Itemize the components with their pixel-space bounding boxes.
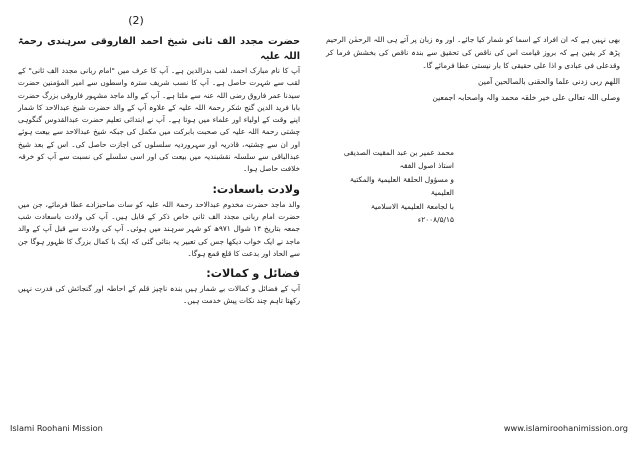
virtues-heading: فضائل و کمالات:: [206, 267, 300, 281]
biography-heading: حضرت مجدد الف ثانی شیخ احمد الفاروقی سرہندی رحمۃ اللہ علیہ: [18, 36, 300, 62]
right-column: [326, 34, 620, 104]
signature-role: و مسؤول الحلقۃ العلیمیۃ والمکتبۃ العلیمیۃ: [349, 174, 454, 198]
signature-block: [326, 146, 454, 226]
footer-organization: Islami Roohani Mission: [10, 423, 103, 433]
biography-paragraph: آپ کا نام مبارک احمد، لقب بدرالدین ہے۔ آپ کا عرف میں "امام ربانی مجدد الف ثانی" کے لقب سے شہرت حاصل ہے۔ آپ کا نسب شریف سترہ واسطوں سے امیر المؤمنین حضرت سیدنا عمر فاروق رضی اللہ عنہ سے ملتا ہے۔ آپ کے والد ماجد مشہور فاروقی بزرگ حضرت بابا فرید الدین گنج شکر رحمۃ اللہ علیہ کے علاوہ آپ کے والد حضرت شیخ عبدالاحد کا شمار اپنے وقت کے اولیاء اور علماء میں ہوتا ہے۔ آپ نے ابتدائی تعلیم حضرت عبدالقدوس گنگوہی چشتی رحمۃ اللہ علیہ کی صحبت بابرکت میں مکمل کی جبکہ شیخ عبدالاحد سے بیعت ہوئے اور ان سے چشتیہ، قادریہ اور سہروردیہ سلسلوں کی اجازت حاصل کی۔ اس کے بعد شیخ عبدالباقی سے سلسلہ نقشبندیہ میں بیعت کی اور اسی سلسلے کی نسبت سے آپ کو خرقہ خلافت حاصل ہوا۔: [18, 66, 300, 174]
page-number: (2): [128, 14, 144, 27]
footer-website-link[interactable]: www.islamiroohanimission.org: [503, 423, 628, 433]
virtues-paragraph: آپ کے فضائل و کمالات بے شمار ہیں بندہ ناچیز قلم کے احاطہ اور گنجائش کی قدرت نہیں رکھتا تاہم چند نکات پیش خدمت ہیں۔: [18, 284, 300, 306]
salutation-line: وصلی اللہ تعالی علی خیر خلقہ محمد والہ واصحابہ اجمعین: [432, 93, 620, 103]
right-intro-paragraph: بھی نہیں ہے کہ ان افراد کے اسما کو شمار کیا جائے۔ اور وہ زبان پر آتے ہی اللہ الرحمٰن الرحیم پڑھ کر یقین ہے کہ بروز قیامت اس کی ناقص کی تحقیق سے بندہ ناقص کی بخشش فرما کر وقدعلی فی عبادی و اذا علی حقیقی کا بار نیستی عطا فرمائے گا۔: [326, 35, 620, 70]
signature-name: محمد عمیر بن عبد المقیت الصدیقی: [343, 148, 454, 157]
birth-paragraph: والد ماجد حضرت مخدوم عبدالاحد رحمۃ اللہ علیہ کو سات صاحبزادے عطا فرمائے، جن میں حضرت امام ربانی مجدد الف ثانی خاص ذکر کے قابل ہیں۔ آپ کی ولادت باسعادت شب جمعہ بتاریخ ۱۴ شوال ۹۷۱ھ کو شہر سرہند میں ہوئی۔ آپ کی ولادت سے قبل آپ کے والد ماجد نے ایک خواب دیکھا جس کی تعبیر یہ بتائی گئی کہ ایک با کمال بزرگ کا ظہور ہوگا جن سے الحاد اور بدعت کا قلع قمع ہوگا۔: [18, 199, 300, 258]
birth-heading: ولادت باسعادت:: [212, 182, 300, 196]
prayer-line: اللھم ربی زدنی علما والحقنی بالصالحین آمین: [478, 77, 620, 87]
signature-date: ۲۰۰۸/۵/۱۵ء: [417, 215, 454, 225]
signature-title: استاذ اصول الفقہ: [399, 161, 454, 171]
signature-institution: با لجامعۃ العلیمیۃ الاسلامیۃ: [370, 201, 454, 211]
left-column: [18, 34, 300, 308]
